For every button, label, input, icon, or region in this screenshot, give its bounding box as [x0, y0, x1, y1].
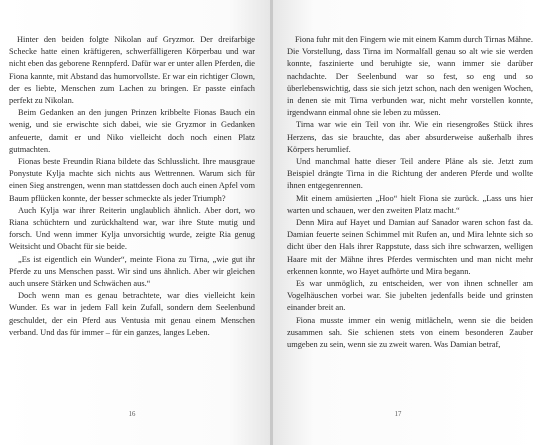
page-number-right: 17 [394, 411, 402, 418]
paragraph: Beim Gedanken an den jungen Prinzen kribbelte Fionas Bauch ein wenig, und sie erwischte sich dabei, wie sie Gryzmor in Gedanken anfeuerte, damit er und Niko vielleicht doch noch einen Platz gutmachten. [9, 108, 255, 154]
left-page [0, 0, 270, 445]
paragraph: Es war unmöglich, zu entscheiden, wer von ihnen schneller am Vogelhäuschen vorbei war. Sie jubelten jedenfalls beide und grinsten einander breit an. [287, 279, 533, 313]
page-number-left: 16 [128, 411, 136, 418]
right-page [273, 0, 543, 445]
paragraph: Und manchmal hatte dieser Teil andere Pläne als sie. Jetzt zum Beispiel drängte Tirna in die Richtung der anderen Pferde und wollte ihnen entgegenrennen. [287, 157, 533, 191]
left-page-text [9, 34, 255, 339]
paragraph: Mit einem amüsierten „Hoo“ hielt Fiona sie zurück. „Lass uns hier warten und schauen, wer den zweiten Platz macht.“ [287, 193, 533, 215]
paragraph: Hinter den beiden folgte Nikolan auf Gryzmor. Der dreifarbige Schecke hatte einen kräftigeren, schwerfälligeren Körperbau und war nicht eben das geborene Rennpferd. Dafür war er unter allen Pferden, die Fiona kannte, mit Abstand das humorvollste. Er war ein richtiger Clown, der es liebte, Menschen zum Lachen zu bringen. Er passte einfach perfekt zu Nikolan. [9, 35, 255, 106]
paragraph: „Es ist eigentlich ein Wunder“, meinte Fiona zu Tirna, „wie gut ihr Pferde zu uns Menschen passt. Wir sind uns ähnlich. Aber wir gleichen auch unsere Stärken und Schwächen aus.“ [9, 254, 255, 289]
paragraph: Fionas beste Freundin Riana bildete das Schlusslicht. Ihre mausgraue Ponystute Kylja machte sich nichts aus Wettrennen. Warum sich für einen Sieg anstrengen, wenn man stattdessen doch auch einen Apfel vom Baum pflücken konnte, der besser schmeckte als jeder Triumph? [9, 157, 255, 203]
paragraph: Denn Mira auf Hayet und Damian auf Sanador waren schon fast da. Damian feuerte seinen Schimmel mit Rufen an, und Mira lehnte sich so dicht über den Hals ihrer Rappstute, dass sich ihre schwarzen, welligen Haare mit der Mähne ihres Pferdes vermischten und man nicht mehr erkennen konnte, wo Hayet aufhörte und Mira begann. [287, 218, 533, 276]
paragraph: Auch Kylja war ihrer Reiterin unglaublich ähnlich. Aber dort, wo Riana schüchtern und zurückhaltend war, war ihre Stute mutig und forsch. Und wenn immer Kylja unvorsichtig wurde, zeigte Ria genug Weitsicht und Obacht für sie beide. [9, 205, 255, 252]
paragraph: Fiona musste immer ein wenig mitlächeln, wenn sie die beiden zusammen sah. Sie schienen stets von einem besonderen Zauber umgeben zu sein, wenn sie zu zweit waren. Was Damian betraf, [287, 315, 533, 350]
right-page-text [287, 34, 533, 351]
paragraph: Fiona fuhr mit den Fingern wie mit einem Kamm durch Tirnas Mähne. Die Vorstellung, dass Tirna im Normalfall genau so alt wie sie werden konnte, faszinierte und beruhigte sie, wann immer sie darüber nachdachte. Der Seelenbund war so fest, so eng und so überlebenswichtig, dass sie sich jetzt schon, nach den wenigen Wochen, in denen sie mit Tirna verbunden war, nicht mehr vorstellen konnte, irgendwann einmal ohne sie leben zu müssen. [287, 35, 533, 118]
paragraph: Tirna war wie ein Teil von ihr. Wie ein riesengroßes Stück ihres Herzens, das sie brauchte, das aber absurderweise außerhalb ihres Körpers herumlief. [287, 120, 533, 154]
paragraph: Doch wenn man es genau betrachtete, war dies vielleicht kein Wunder. Es war in jedem Fall kein Zufall, sondern dem Seelenbund geschuldet, der ein Pferd aus Ventusia mit genau einem Menschen verband. Und das für immer – für ein ganzes, langes Leben. [9, 291, 255, 337]
